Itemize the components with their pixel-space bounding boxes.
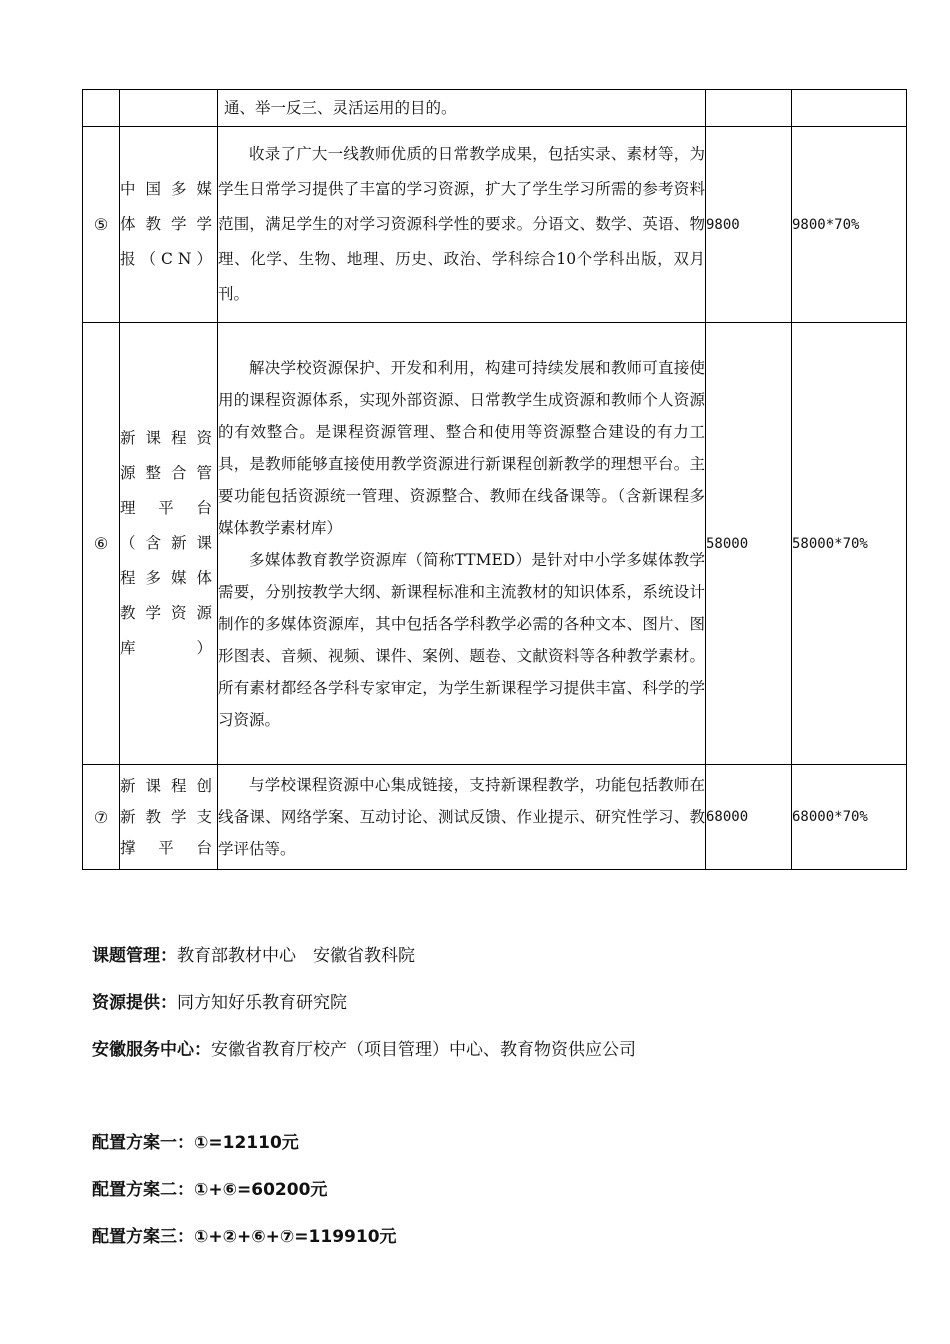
topic-management-value: 教育部教材中心 安徽省教科院 bbox=[177, 946, 415, 966]
price-cell: 9800 bbox=[706, 127, 792, 323]
price-cell: 68000 bbox=[706, 765, 792, 870]
resource-provider-line bbox=[92, 988, 347, 1013]
table-row bbox=[83, 323, 907, 765]
resource-provider-label: 资源提供： bbox=[92, 993, 177, 1013]
description-paragraph: 与学校课程资源中心集成链接，支持新课程教学，功能包括教师在线备课、网络学案、互动讨论、测试反馈、作业提示、研究性学习、教学评估等。 bbox=[218, 776, 705, 858]
discount-cell bbox=[792, 90, 907, 127]
config-plan-1: 配置方案一：①=12110元 bbox=[92, 1133, 299, 1153]
service-center-label: 安徽服务中心： bbox=[92, 1040, 211, 1060]
table-row bbox=[83, 127, 907, 323]
product-description bbox=[218, 90, 706, 127]
config-plan-2: 配置方案二：①+⑥=60200元 bbox=[92, 1180, 328, 1200]
service-center-value: 安徽省教育厅校产（项目管理）中心、教育物资供应公司 bbox=[211, 1040, 636, 1060]
row-number: ⑥ bbox=[83, 323, 120, 765]
price-cell: 58000 bbox=[706, 323, 792, 765]
product-name: 新课程创新教学支撑平台 bbox=[120, 765, 218, 870]
product-description bbox=[218, 323, 706, 765]
discount-cell: 58000*70% bbox=[792, 323, 907, 765]
description-paragraph: 多媒体教育教学资源库（简称TTMED）是针对中小学多媒体教学需要，分别按教学大纲、新课程标准和主流教材的知识体系，系统设计制作的多媒体资源库，其中包括各学科教学必需的各种文本、图片、图形图表、音频、视频、课件、案例、题卷、文献资料等各种教学素材。所有素材都经各学科专家审定，为学生新课程学习提供丰富、科学的学习资源。 bbox=[218, 550, 705, 729]
topic-management-line bbox=[92, 941, 415, 966]
topic-management-label: 课题管理： bbox=[92, 946, 177, 966]
row-number: ⑦ bbox=[83, 765, 120, 870]
config-plan-3: 配置方案三：①+②+⑥+⑦=119910元 bbox=[92, 1227, 397, 1247]
price-cell bbox=[706, 90, 792, 127]
resource-table bbox=[82, 89, 907, 870]
description-paragraph: 解决学校资源保护、开发和利用，构建可持续发展和教师可直接使用的课程资源体系，实现外部资源、日常教学生成资源和教师个人资源的有效整合。是课程资源管理、整合和使用等资源整合建设的有力工具，是教师能够直接使用教学资源进行新课程创新教学的理想平台。主要功能包括资源统一管理、资源整合、教师在线备课等。（含新课程多媒体教学素材库） bbox=[218, 358, 705, 537]
row-number bbox=[83, 90, 120, 127]
row-number: ⑤ bbox=[83, 127, 120, 323]
product-description bbox=[218, 765, 706, 870]
product-name: 新课程资源整合管理平台（含新课程多媒体教学资源库） bbox=[120, 323, 218, 765]
product-name: 中国多媒体教学学报（CN） bbox=[120, 127, 218, 323]
description-paragraph: 通、举一反三、灵活运用的目的。 bbox=[224, 98, 457, 117]
discount-cell: 68000*70% bbox=[792, 765, 907, 870]
description-paragraph: 收录了广大一线教师优质的日常教学成果，包括实录、素材等，为学生日常学习提供了丰富的学习资源，扩大了学生学习所需的参考资料范围，满足学生的对学习资源科学性的要求。分语文、数学、英语、物理、化学、生物、地理、历史、政治、学科综合10个学科出版，双月刊。 bbox=[218, 145, 705, 303]
table-row bbox=[83, 765, 907, 870]
discount-cell: 9800*70% bbox=[792, 127, 907, 323]
service-center-line bbox=[92, 1035, 636, 1060]
product-name bbox=[120, 90, 218, 127]
table-row bbox=[83, 90, 907, 127]
product-description bbox=[218, 127, 706, 323]
resource-provider-value: 同方知好乐教育研究院 bbox=[177, 993, 347, 1013]
